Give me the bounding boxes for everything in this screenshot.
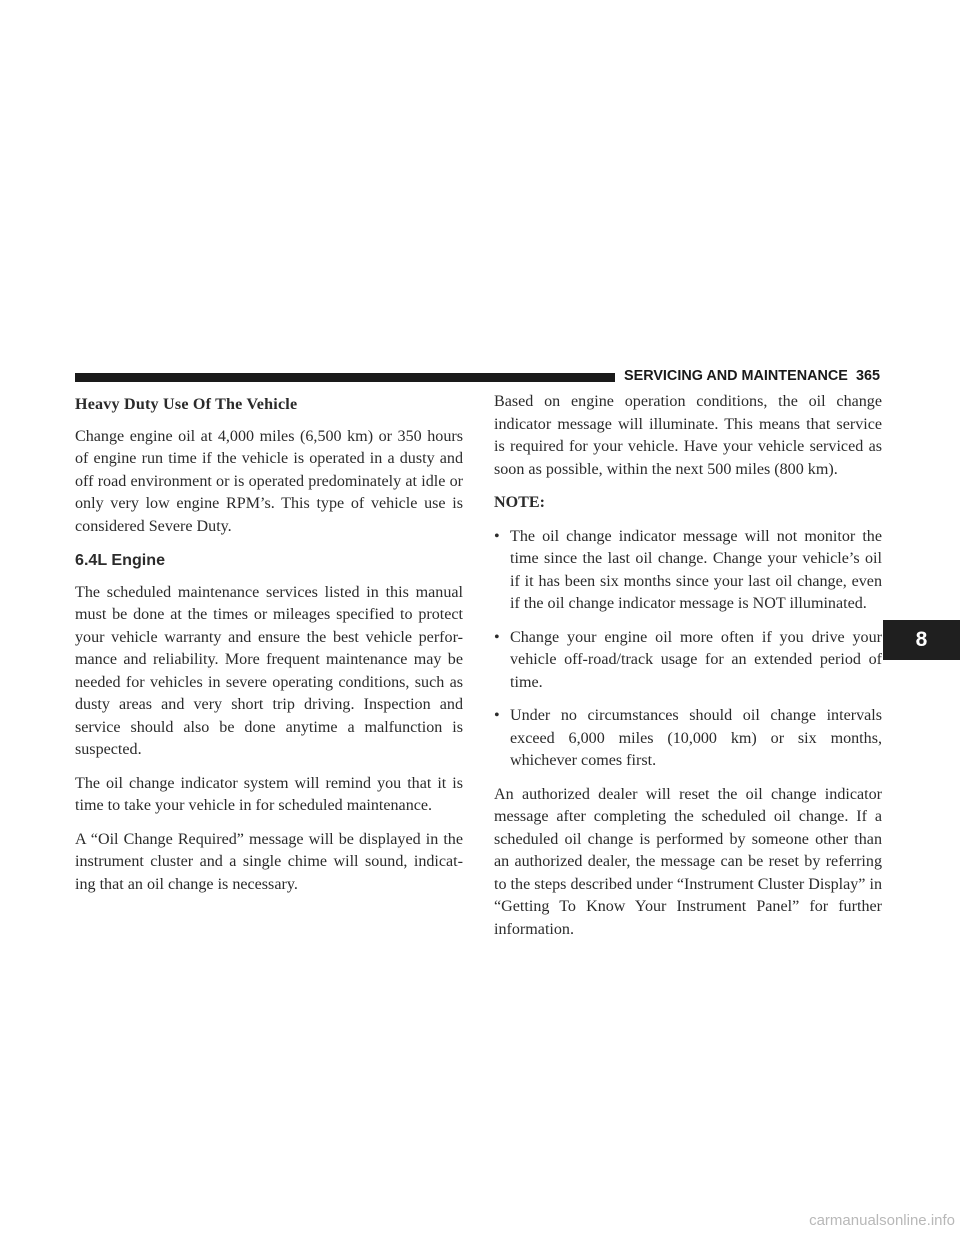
heading-heavy-duty: Heavy Duty Use Of The Vehicle [75, 396, 298, 413]
list-item [494, 526, 882, 616]
chapter-number: 8 [915, 628, 928, 651]
bullet-icon: • [494, 628, 500, 646]
right-column [494, 391, 882, 952]
heading-engine: 6.4L Engine [75, 551, 166, 569]
watermark: carmanualsonline.info [809, 1212, 955, 1229]
list-item-text: The oil change indicator message will not monitor the time since the last oil change. Change your vehicle’s oil if it has been six months since your last oil change, even if the oil change indicator message is NOT illuminated. [510, 527, 882, 612]
paragraph-dealer-reset: An authorized dealer will reset the oil change indicator message after completing the scheduled oil change. If a scheduled oil change is performed by someone other than an authorized dealer, the message can be reset by referring to the steps described under “Instrument Cluster Display” in “Getting To Know Your Instrument Panel” for further information. [494, 785, 882, 938]
section-title: SERVICING AND MAINTENANCE [624, 368, 848, 384]
list-item-text: Under no circumstances should oil change intervals exceed 6,000 miles (10,000 km) or six months, whichever comes first. [510, 707, 882, 769]
bullet-icon: • [494, 707, 500, 724]
paragraph-indicator-system: The oil change indicator system will remind you that it is time to take your vehicle in for scheduled maintenance. [75, 774, 463, 814]
note-bullet-list [494, 526, 882, 773]
running-header [624, 368, 880, 384]
chapter-tab [883, 620, 960, 660]
paragraph-oil-change-message: A “Oil Change Required” message will be displayed in the instrument cluster and a single chime will sound, indicat-ing that an oil change is necessary. [75, 830, 463, 893]
list-item [494, 627, 882, 695]
list-item-text: Change your engine oil more often if you drive your vehicle off-road/track usage for an extended period of time. [510, 628, 882, 691]
paragraph-engine-conditions: Based on engine operation conditions, the oil change indicator message will illuminate. This means that service is required for your vehicle. Have your vehicle serviced as soon as possible, within the next 500 miles (800 km). [494, 393, 882, 478]
page-number: 365 [855, 368, 880, 384]
list-item [494, 705, 882, 773]
header-rule [75, 373, 615, 382]
paragraph-heavy-duty: Change engine oil at 4,000 miles (6,500 km) or 350 hours of engine run time if the vehicle is operated in a dusty and off road environment or is operated predominately at idle or only very low engine RPM’s. This type of vehicle use is considered Severe Duty. [75, 427, 463, 535]
paragraph-scheduled-maintenance: The scheduled maintenance services listed in this manual must be done at the times or mileages specified to protect your vehicle warranty and ensure the best vehicle perfor-mance and reliability. More frequent maintenance may be needed for vehicles in severe operating conditions, such as dusty areas and very short trip driving. Inspection and service should also be done anytime a malfunction is suspected. [75, 583, 463, 758]
note-label: NOTE: [494, 494, 545, 511]
bullet-icon: • [494, 527, 500, 545]
left-column [75, 391, 463, 907]
